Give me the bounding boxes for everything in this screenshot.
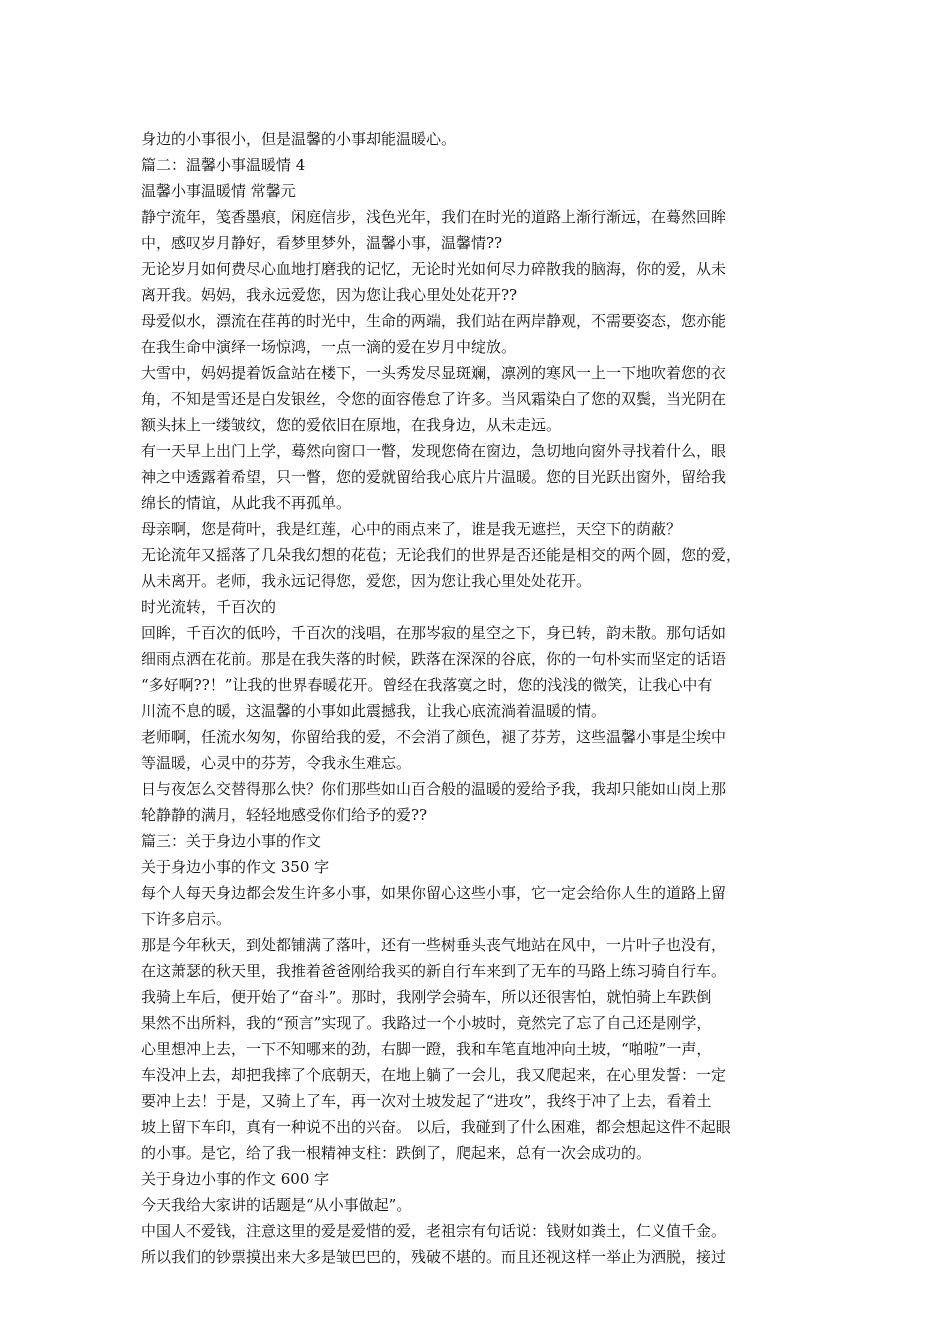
- text-line: 篇二：温馨小事温暖情 4: [141, 156, 306, 174]
- text-line: 心里想冲上去，一下不知哪来的劲，右脚一蹬，我和车笔直地冲向土坡，“啪啦”一声，: [141, 1040, 712, 1058]
- text-line: 所以我们的钞票摸出来大多是皱巴巴的，残破不堪的。而且还视这样一举止为洒脱，接过: [141, 1248, 727, 1266]
- text-line: 时光流转，千百次的: [141, 598, 277, 616]
- text-line: 老师啊，任流水匆匆，你留给我的爱，不会消了颜色，褪了芬芳，这些温馨小事是尘埃中: [141, 728, 727, 746]
- text-line: 日与夜怎么交替得那么快？你们那些如山百合般的温暖的爱给予我，我却只能如山岗上那: [141, 780, 727, 798]
- text-line: 关于身边小事的作文 350 字: [141, 858, 330, 876]
- text-line: 每个人每天身边都会发生许多小事，如果你留心这些小事，它一定会给你人生的道路上留: [141, 884, 727, 902]
- text-line: 要冲上去！于是，又骑上了车，再一次对土坡发起了“进攻”，我终于冲了上去，看着土: [141, 1092, 712, 1110]
- text-line: 从未离开。老师，我永远记得您，爱您，因为您让我心里处处花开。: [141, 572, 592, 590]
- text-line: 无论流年又摇落了几朵我幻想的花苞；无论我们的世界是否还能是相交的两个圆，您的爱，: [141, 546, 742, 564]
- text-line: 绵长的情谊，从此我不再孤单。: [141, 494, 352, 512]
- text-line: 车没冲上去，却把我摔了个底朝天，在地上躺了一会儿，我又爬起来，在心里发誓：一定: [141, 1066, 727, 1084]
- text-line: 果然不出所料，我的“预言”实现了。我路过一个小坡时，竟然完了忘了自己还是刚学，: [141, 1014, 712, 1032]
- text-line: 有一天早上出门上学，蓦然向窗口一瞥，发现您倚在窗边，急切地向窗外寻找着什么，眼: [141, 442, 727, 460]
- text-line: 在我生命中演绎一场惊鸿，一点一滴的爱在岁月中绽放。: [141, 338, 517, 356]
- text-line: 回眸，千百次的低吟，千百次的浅唱，在那岑寂的星空之下，身已转，韵未散。那句话如: [141, 624, 727, 642]
- text-line: 关于身边小事的作文 600 字: [141, 1170, 330, 1188]
- text-line: 大雪中，妈妈提着饭盒站在楼下，一头秀发尽显斑斓，凛冽的寒风一上一下地吹着您的衣: [141, 364, 727, 382]
- text-line: 等温暖，心灵中的芬芳，令我永生难忘。: [141, 754, 412, 772]
- text-line: 中，感叹岁月静好，看梦里梦外，温馨小事，温馨情??: [141, 234, 503, 252]
- text-line: 神之中透露着希望，只一瞥，您的爱就留给我心底片片温暖。您的目光跃出窗外，留给我: [141, 468, 727, 486]
- text-line: 川流不息的暖，这温馨的小事如此震撼我，让我心底流淌着温暖的情。: [141, 702, 607, 720]
- text-line: 坡上留下车印，真有一种说不出的兴奋。 以后，我碰到了什么困难，都会想起这件不起眼: [141, 1118, 731, 1136]
- text-line: 母亲啊，您是荷叶，我是红莲，心中的雨点来了，谁是我无遮拦，天空下的荫蔽？: [141, 520, 682, 538]
- text-line: 额头抹上一缕皱纹，您的爱依旧在原地，在我身边，从未走远。: [141, 416, 562, 434]
- text-line: 我骑上车后，便开始了“奋斗”。那时，我刚学会骑车，所以还很害怕，就怕骑上车跌倒: [141, 988, 712, 1006]
- text-line: 温馨小事温暖情 常馨元: [141, 182, 296, 200]
- text-line: 细雨点洒在花前。那是在我失落的时候，跌落在深深的谷底，你的一句朴实而坚定的话语: [141, 650, 727, 668]
- text-line: 母爱似水，漂流在荏苒的时光中，生命的两端，我们站在两岸静观，不需要姿态，您亦能: [141, 312, 727, 330]
- text-line: 中国人不爱钱，注意这里的爱是爱惜的爱，老祖宗有句话说：钱财如粪土，仁义值千金。: [141, 1222, 727, 1240]
- text-line: 今天我给大家讲的话题是“从小事做起”。: [141, 1196, 412, 1214]
- text-line: 无论岁月如何费尽心血地打磨我的记忆，无论时光如何尽力碎散我的脑海，你的爱，从未: [141, 260, 727, 278]
- text-line: 的小事。是它，给了我一根精神支柱：跌倒了，爬起来，总有一次会成功的。: [141, 1144, 652, 1162]
- text-line: 静宁流年，笺香墨痕，闲庭信步，浅色光年，我们在时光的道路上渐行渐远，在蓦然回眸: [141, 208, 727, 226]
- text-line: 身边的小事很小，但是温馨的小事却能温暖心。: [141, 130, 457, 148]
- text-line: 那是今年秋天，到处都铺满了落叶，还有一些树垂头丧气地站在风中，一片叶子也没有，: [141, 936, 727, 954]
- text-line: 下许多启示。: [141, 910, 232, 928]
- text-line: 在这萧瑟的秋天里，我推着爸爸刚给我买的新自行车来到了无车的马路上练习骑自行车。: [141, 962, 727, 980]
- text-line: “多好啊??！”让我的世界春暖花开。曾经在我落寞之时，您的浅浅的微笑，让我心中有: [141, 676, 713, 694]
- text-line: 篇三：关于身边小事的作文: [141, 832, 322, 850]
- document-body: [141, 126, 813, 1270]
- text-line: 轮静静的满月，轻轻地感受你们给予的爱??: [141, 806, 428, 824]
- text-line: 角，不知是雪还是白发银丝，令您的面容倦怠了许多。当风霜染白了您的双鬓，当光阴在: [141, 390, 727, 408]
- text-line: 离开我。妈妈，我永远爱您，因为您让我心里处处花开??: [141, 286, 518, 304]
